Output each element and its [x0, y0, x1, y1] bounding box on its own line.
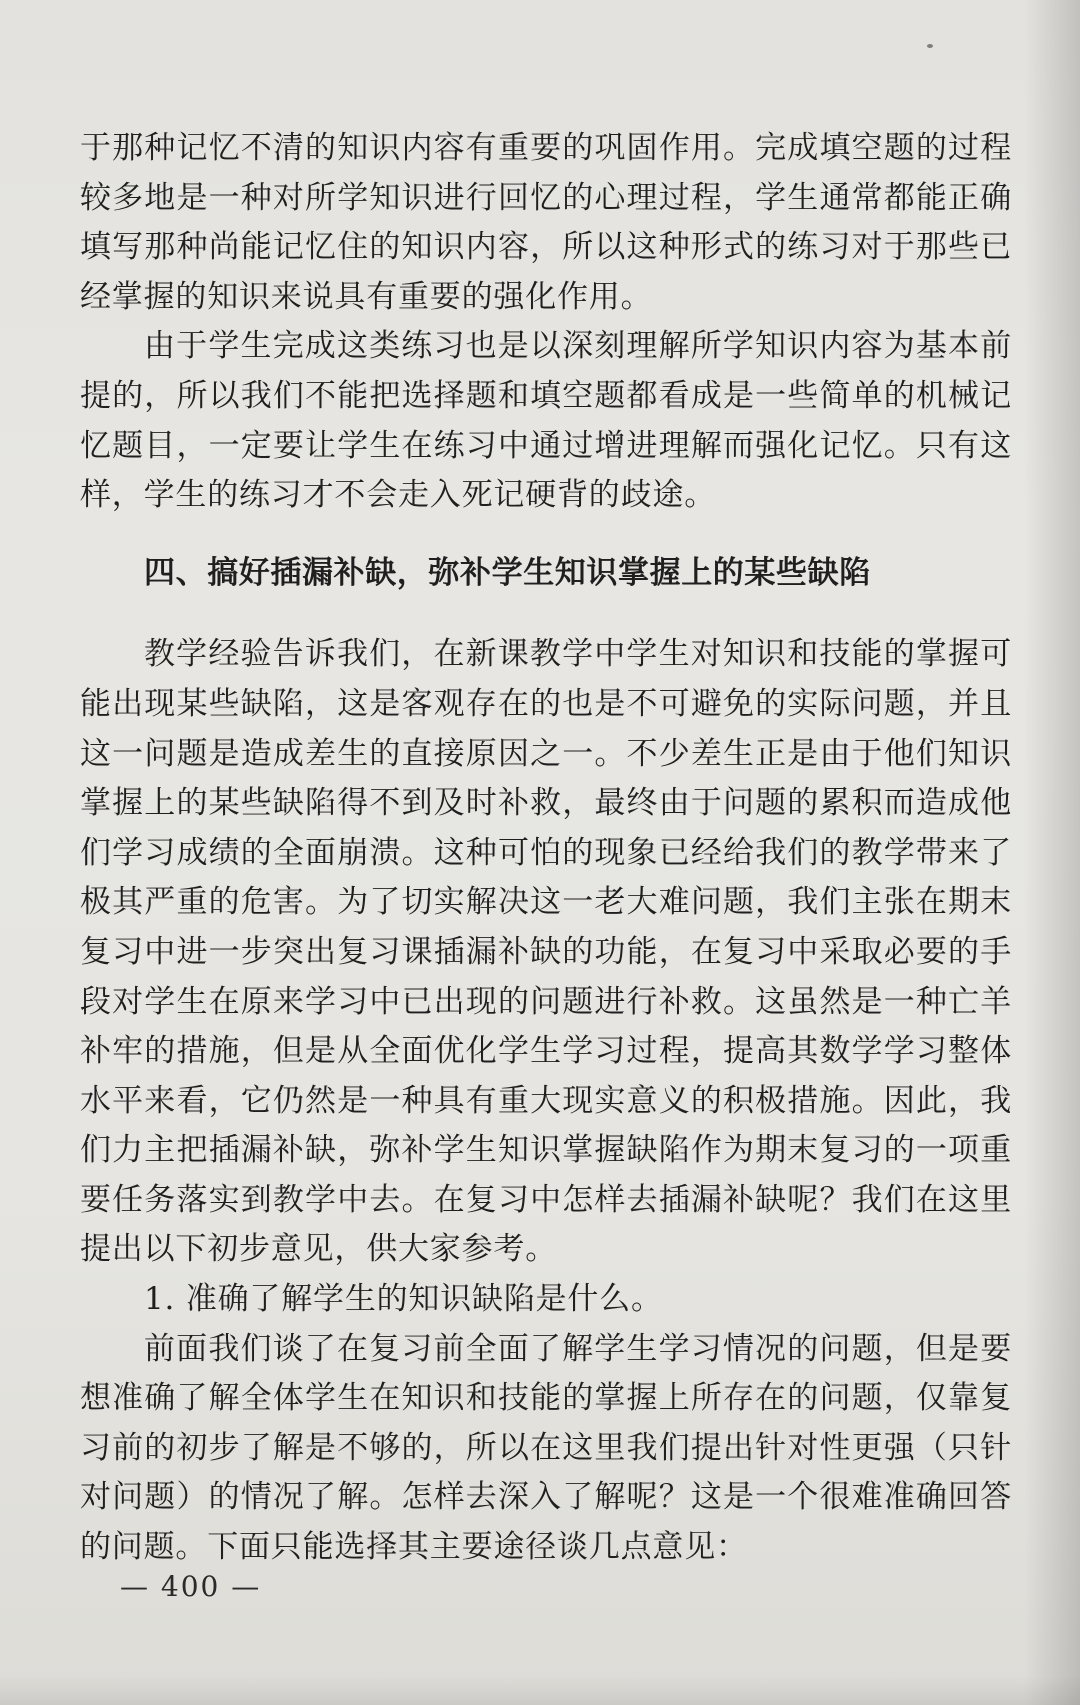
page-bottom-shadow [0, 1675, 1080, 1705]
paragraph: 由于学生完成这类练习也是以深刻理解所学知识内容为基本前提的，所以我们不能把选择题和填空题都看成是一些简单的机械记忆题目，一定要让学生在练习中通过增进理解而强化记忆。只有这样，学生的练习才不会走入死记硬背的歧途。 [80, 328, 1012, 514]
section-heading: 四、搞好插漏补缺，弥补学生知识掌握上的某些缺陷 [144, 554, 871, 591]
paragraph-continued: 于那种记忆不清的知识内容有重要的巩固作用。完成填空题的过程较多地是一种对所学知识进行回忆的心理过程，学生通常都能正确填写那种尚能记忆住的知识内容，所以这种形式的练习对于那些已经掌握的知识来说具有重要的强化作用。 [80, 130, 1012, 315]
body-text [80, 124, 1012, 1573]
page-edge-shadow [1024, 0, 1080, 1705]
page-number: — 400 — [120, 1570, 262, 1603]
paragraph: 前面我们谈了在复习前全面了解学生学习情况的问题，但是要想准确了解全体学生在知识和技能的掌握上所存在的问题，仅靠复习前的初步了解是不够的，所以在这里我们提出针对性更强（只针对问题）的情况了解。怎样去深入了解呢？这是一个很难准确回答的问题。下面只能选择其主要途径谈几点意见： [80, 1330, 1012, 1566]
numbered-item: 1. 准确了解学生的知识缺陷是什么。 [144, 1281, 663, 1318]
print-speck [927, 44, 933, 48]
paragraph: 教学经验告诉我们，在新课教学中学生对知识和技能的掌握可能出现某些缺陷，这是客观存在的也是不可避免的实际问题，并且这一问题是造成差生的直接原因之一。不少差生正是由于他们知识掌握上的某些缺陷得不到及时补救，最终由于问题的累积而造成他们学习成绩的全面崩溃。这种可怕的现象已经给我们的教学带来了极其严重的危害。为了切实解决这一老大难问题，我们主张在期末复习中进一步突出复习课插漏补缺的功能，在复习中采取必要的手段对学生在原来学习中已出现的问题进行补救。这虽然是一种亡羊补牢的措施，但是从全面优化学生学习过程，提高其数学学习整体水平来看，它仍然是一种具有重大现实意义的积极措施。因此，我们力主把插漏补缺，弥补学生知识掌握缺陷作为期末复习的一项重要任务落实到教学中去。在复习中怎样去插漏补缺呢？我们在这里提出以下初步意见，供大家参考。 [80, 636, 1012, 1268]
